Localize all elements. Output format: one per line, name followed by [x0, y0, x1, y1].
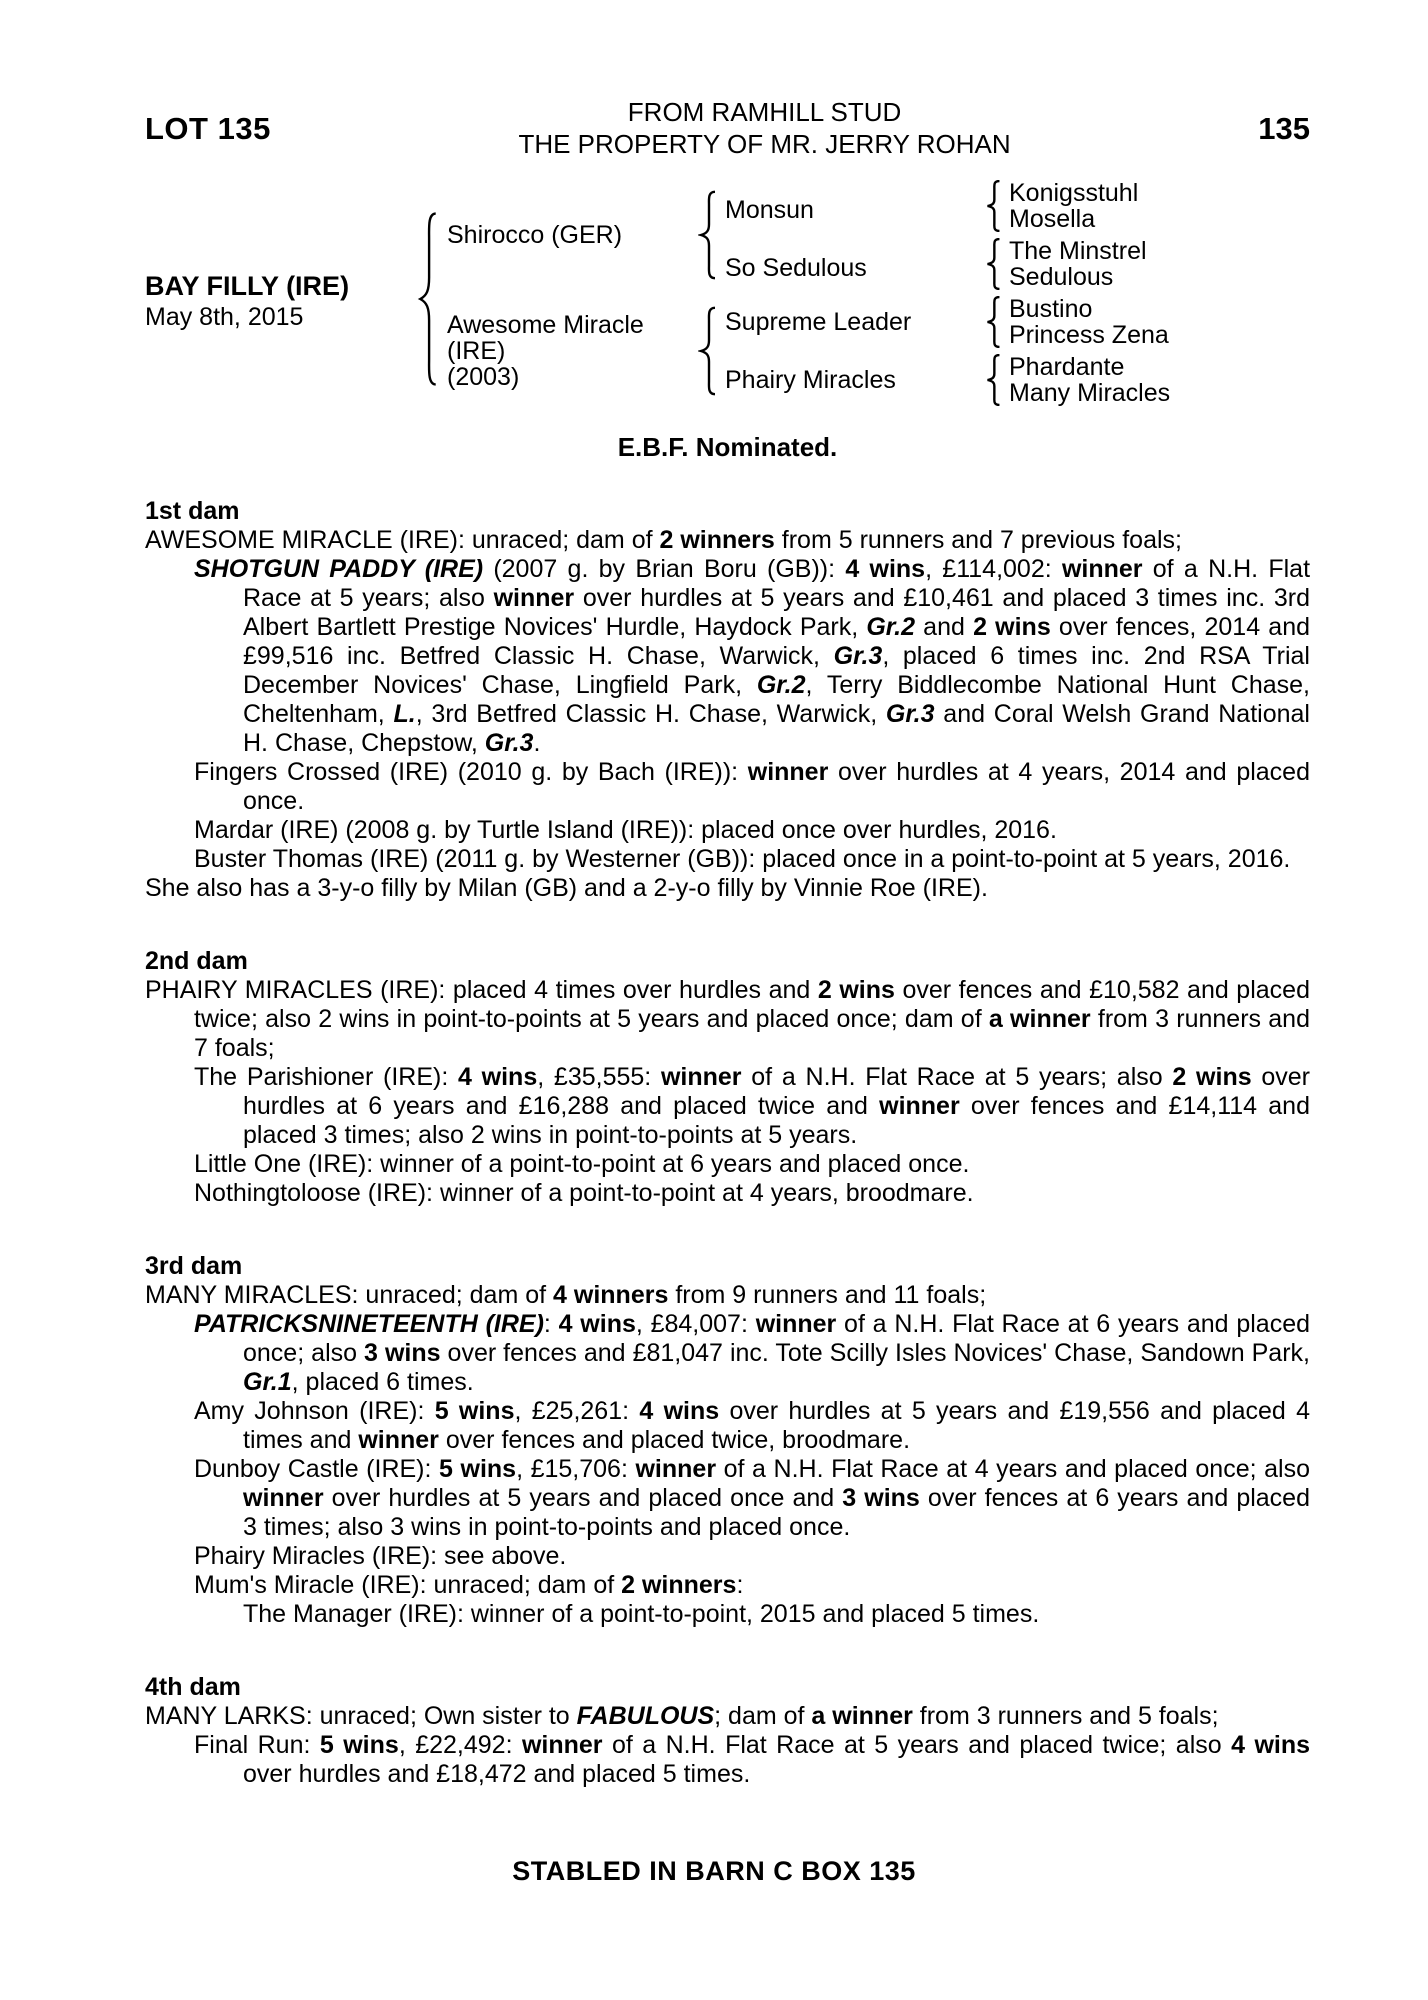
text-segment: over hurdles and £18,472 and placed 5 times.	[243, 1760, 751, 1788]
pedigree-brace-icon	[985, 296, 1002, 348]
section-heading-2nd-dam: 2nd dam	[145, 947, 248, 975]
consignor-block	[518, 96, 1010, 160]
text-segment: :	[736, 1571, 744, 1599]
stabling-note: STABLED IN BARN C BOX 135	[512, 1856, 916, 1886]
text-segment: over fences and £14,114 and placed 3 times; also 2 wins in point-to-points at 5 years.	[243, 1092, 1310, 1149]
text-segment: winner	[755, 1310, 837, 1338]
text-segment: Amy Johnson (IRE):	[194, 1397, 435, 1425]
text-segment: over fences and £81,047 inc. Tote Scilly Isles Novices' Chase, Sandown Park,	[440, 1339, 1310, 1367]
text-segment: , Terry Biddlecombe National Hunt Chase, Cheltenham,	[243, 671, 1310, 728]
text-segment: 4 wins	[1231, 1731, 1311, 1759]
text-segment: MANY MIRACLES: unraced; dam of	[145, 1281, 554, 1309]
text-segment: :	[543, 1310, 559, 1338]
text-segment: over hurdles at 5 years and £19,556 and placed 4 times and	[243, 1397, 1311, 1454]
text-segment: Gr.3	[484, 729, 534, 757]
text-segment: winner	[493, 584, 575, 612]
text-segment: , £35,555:	[537, 1063, 661, 1091]
text-segment: Nothingtoloose (IRE): winner of a point-to-point at 4 years, broodmare.	[194, 1179, 974, 1207]
progeny-paragraph	[145, 1179, 1310, 1208]
pedigree-gen4-4: Bustino	[1009, 295, 1093, 323]
progeny-paragraph	[145, 1063, 1310, 1150]
text-segment: , £114,002:	[925, 555, 1062, 583]
text-segment: (2007 g. by Brian Boru (GB)):	[483, 555, 846, 583]
text-segment: Gr.2	[866, 613, 915, 641]
text-segment: 4 wins	[458, 1063, 538, 1091]
pedigree-gen3-2: Supreme Leader	[725, 308, 912, 336]
pedigree-gen4-6: Phardante	[1009, 353, 1125, 381]
text-segment: The Parishioner (IRE):	[194, 1063, 459, 1091]
text-segment: of a N.H. Flat Race at 5 years and placed twice; also	[602, 1731, 1232, 1759]
text-segment: over fences and placed twice, broodmare.	[438, 1426, 911, 1454]
text-segment: of a N.H. Flat Race at 5 years; also	[741, 1063, 1173, 1091]
text-segment: PHAIRY MIRACLES (IRE): placed 4 times over hurdles and	[145, 976, 818, 1004]
page-number: 135	[1258, 111, 1310, 146]
progeny-paragraph	[145, 1571, 1310, 1600]
text-segment: Gr.3	[885, 700, 935, 728]
text-segment: Phairy Miracles (IRE): see above.	[194, 1542, 567, 1570]
pedigree-gen4-7: Many Miracles	[1009, 379, 1171, 407]
text-segment: over fences at 6 years and placed 3 times; also 3 wins in point-to-points and placed once.	[243, 1484, 1310, 1541]
progeny-paragraph	[145, 1150, 1310, 1179]
text-segment: 4 wins	[639, 1397, 720, 1425]
text-segment: winner	[1061, 555, 1143, 583]
text-segment: winner	[879, 1092, 960, 1120]
text-segment: 2 winners	[659, 526, 775, 554]
pedigree-brace-icon	[985, 354, 1002, 406]
dam-record-paragraph	[145, 1702, 1310, 1731]
text-segment: , £15,706:	[516, 1455, 636, 1483]
text-segment: PATRICKSNINETEENTH (IRE)	[194, 1310, 544, 1338]
text-segment: Mardar (IRE) (2008 g. by Turtle Island (IRE)): placed once over hurdles, 2016.	[194, 816, 1057, 844]
progeny-paragraph	[145, 1731, 1310, 1789]
text-segment: over hurdles at 5 years and £10,461 and placed 3 times inc. 3rd Albert Bartlett Prestige Novices' Hurdle, Haydock Park,	[243, 584, 1310, 641]
progeny-paragraph	[145, 816, 1310, 845]
section-heading-3rd-dam: 3rd dam	[145, 1252, 243, 1280]
text-segment: winner	[660, 1063, 742, 1091]
text-segment: Little One (IRE): winner of a point-to-point at 6 years and placed once.	[194, 1150, 970, 1178]
text-segment: from 3 runners and 5 foals;	[912, 1702, 1219, 1730]
text-segment: 3 wins	[842, 1484, 920, 1512]
progeny-paragraph	[145, 845, 1310, 874]
progeny-paragraph	[145, 1310, 1310, 1397]
text-segment: from 3 runners and 7 foals;	[194, 1005, 1310, 1062]
subject-name: BAY FILLY (IRE)	[145, 271, 350, 301]
pedigree-dam-line3: (2003)	[447, 363, 520, 391]
text-segment: The Manager (IRE): winner of a point-to-point, 2015 and placed 5 times.	[243, 1600, 1040, 1628]
text-segment: , placed 6 times inc. 2nd RSA Trial December Novices' Chase, Lingfield Park,	[243, 642, 1310, 699]
text-segment: FABULOUS	[576, 1702, 715, 1730]
text-segment: .	[533, 729, 541, 757]
text-segment: from 9 runners and 11 foals;	[668, 1281, 987, 1309]
text-segment: 2 wins	[973, 613, 1051, 641]
dam-record-paragraph	[145, 526, 1310, 555]
text-segment: 5 wins	[439, 1455, 517, 1483]
text-segment: and Coral Welsh Grand National H. Chase, Chepstow,	[243, 700, 1310, 757]
pedigree-brace-icon	[985, 180, 1002, 232]
text-segment: Dunboy Castle (IRE):	[194, 1455, 440, 1483]
pedigree-gen3-0: Monsun	[725, 196, 814, 224]
text-segment: from 5 runners and 7 previous foals;	[774, 526, 1182, 554]
text-segment: 3 wins	[364, 1339, 441, 1367]
text-segment: L.	[393, 700, 416, 728]
text-segment: Gr.3	[833, 642, 883, 670]
pedigree-gen4-0: Konigsstuhl	[1009, 179, 1139, 207]
text-segment: over fences and £10,582 and placed twice; also 2 wins in point-to-points at 5 years and placed once; dam of	[194, 976, 1310, 1033]
progeny-paragraph	[145, 1542, 1310, 1571]
text-segment: over hurdles at 4 years, 2014 and placed once.	[243, 758, 1310, 815]
text-segment: over fences, 2014 and £99,516 inc. Betfred Classic H. Chase, Warwick,	[243, 613, 1310, 670]
text-segment: , £25,261:	[514, 1397, 640, 1425]
lot-number: LOT 135	[145, 111, 271, 146]
dam-record-paragraph	[145, 976, 1310, 1063]
section-heading-4th-dam: 4th dam	[145, 1673, 241, 1701]
text-segment: and	[915, 613, 974, 641]
text-segment: winner	[521, 1731, 603, 1759]
text-segment: winner	[243, 1484, 324, 1512]
progeny-paragraph	[145, 555, 1310, 758]
pedigree-brace-icon	[698, 306, 718, 396]
pedigree-brace-icon	[985, 238, 1002, 290]
text-segment: She also has a 3-y-o filly by Milan (GB) and a 2-y-o filly by Vinnie Roe (IRE).	[145, 874, 988, 902]
pedigree-dam-line2: (IRE)	[447, 337, 506, 365]
pedigree-table	[145, 180, 1310, 416]
text-segment: of a N.H. Flat Race at 5 years; also	[243, 555, 1311, 612]
text-segment: 2 wins	[817, 976, 895, 1004]
ebf-nomination: E.B.F. Nominated.	[617, 432, 838, 462]
subject-foaling-date: May 8th, 2015	[145, 303, 304, 331]
text-segment: Buster Thomas (IRE) (2011 g. by Westerner (GB)): placed once in a point-to-point at 5 years, 2016.	[194, 845, 1291, 873]
text-segment: 5 wins	[434, 1397, 515, 1425]
sub-progeny-paragraph	[145, 1600, 1310, 1629]
text-segment: 4 wins	[845, 555, 926, 583]
text-segment: winner	[747, 758, 829, 786]
text-segment: of a N.H. Flat Race at 6 years and placed once; also	[243, 1310, 1311, 1367]
text-segment: , placed 6 times.	[291, 1368, 474, 1396]
dam-record-paragraph	[145, 1281, 1310, 1310]
progeny-paragraph	[145, 1455, 1310, 1542]
text-segment: Final Run:	[194, 1731, 320, 1759]
text-segment: Gr.2	[756, 671, 806, 699]
text-segment: 4 wins	[558, 1310, 636, 1338]
pedigree-gen4-5: Princess Zena	[1009, 321, 1169, 349]
property-line: THE PROPERTY OF MR. JERRY ROHAN	[518, 129, 1011, 159]
pedigree-gen4-1: Mosella	[1009, 205, 1096, 233]
text-segment: 4 winners	[553, 1281, 669, 1309]
pedigree-brace-icon	[417, 210, 439, 388]
text-segment: , £22,492:	[398, 1731, 522, 1759]
text-segment: , £84,007:	[635, 1310, 756, 1338]
text-segment: Gr.1	[243, 1368, 292, 1396]
text-segment: 2 wins	[1172, 1063, 1252, 1091]
text-segment: AWESOME MIRACLE (IRE): unraced; dam of	[145, 526, 660, 554]
pedigree-gen3-3: Phairy Miracles	[725, 366, 896, 394]
pedigree-gen4-3: Sedulous	[1009, 263, 1114, 291]
section-heading-1st-dam: 1st dam	[145, 497, 240, 525]
page-content	[145, 0, 1310, 1789]
pedigree-sire: Shirocco (GER)	[447, 221, 623, 249]
text-segment: Fingers Crossed (IRE) (2010 g. by Bach (IRE)):	[194, 758, 748, 786]
text-segment: , 3rd Betfred Classic H. Chase, Warwick,	[415, 700, 886, 728]
text-segment: Mum's Miracle (IRE): unraced; dam of	[194, 1571, 622, 1599]
text-segment: a winner	[811, 1702, 913, 1730]
text-segment: over hurdles at 5 years and placed once and	[323, 1484, 843, 1512]
consignor-line: FROM RAMHILL STUD	[627, 97, 902, 127]
dam-note-paragraph	[145, 874, 1310, 903]
progeny-paragraph	[145, 1397, 1310, 1455]
progeny-paragraph	[145, 758, 1310, 816]
text-segment: over hurdles at 6 years and £16,288 and placed twice and	[243, 1063, 1310, 1120]
text-segment: a winner	[988, 1005, 1091, 1033]
text-segment: of a N.H. Flat Race at 4 years and placed once; also	[716, 1455, 1310, 1483]
text-segment: winner	[358, 1426, 439, 1454]
text-segment: winner	[635, 1455, 717, 1483]
text-segment: 2 winners	[621, 1571, 737, 1599]
pedigree-dam-line1: Awesome Miracle	[447, 311, 644, 339]
text-segment: SHOTGUN PADDY (IRE)	[194, 555, 484, 583]
pedigree-brace-icon	[698, 190, 718, 280]
text-segment: ; dam of	[714, 1702, 812, 1730]
text-segment: MANY LARKS: unraced; Own sister to	[145, 1702, 577, 1730]
pedigree-gen4-2: The Minstrel	[1009, 237, 1147, 265]
text-segment: 5 wins	[319, 1731, 399, 1759]
pedigree-gen3-1: So Sedulous	[725, 254, 867, 282]
page-header	[145, 96, 1310, 160]
